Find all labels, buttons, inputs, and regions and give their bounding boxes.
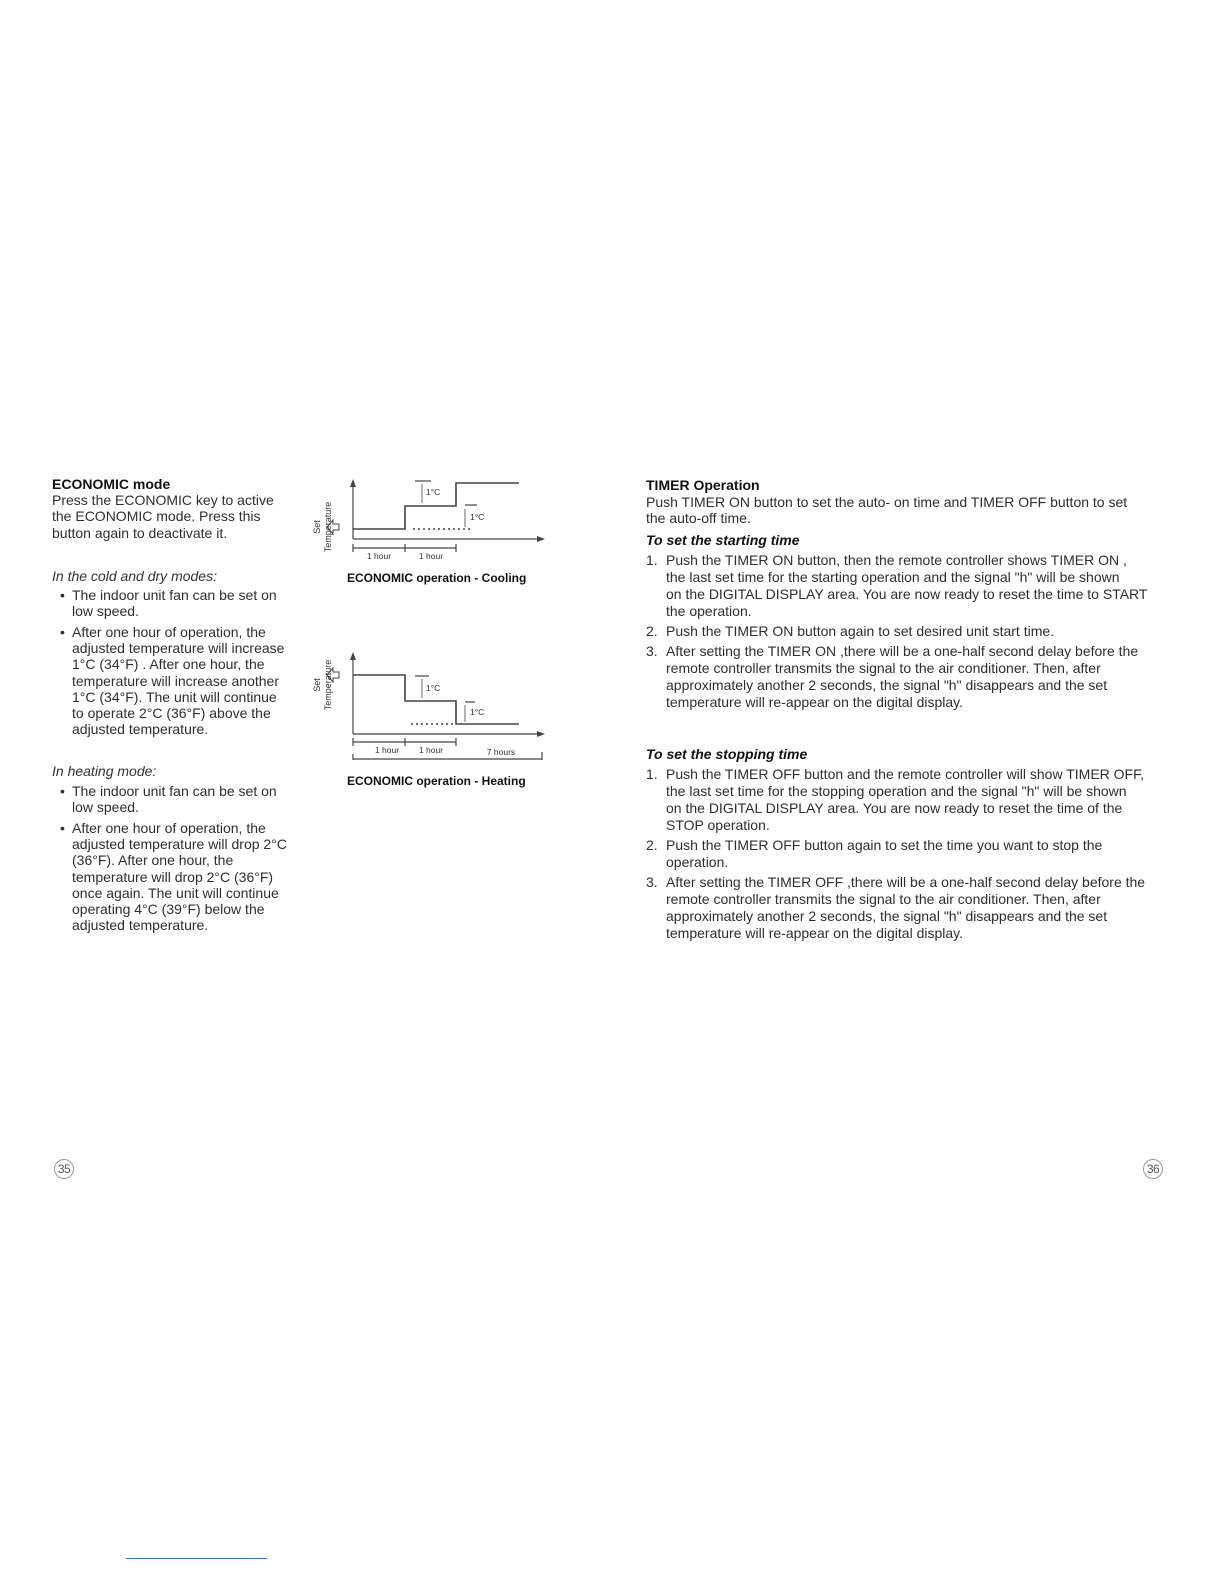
text-line: the last set time for the starting operation and the signal "h" will be shown (666, 569, 1120, 585)
text-line: operation. (666, 854, 729, 870)
text-line: Press the ECONOMIC key to active (52, 492, 274, 508)
economic-mode-title: ECONOMIC mode (52, 476, 171, 492)
economic-cooling-diagram (305, 475, 555, 565)
text-line: approximately another 2 seconds, the signal "h" disappears and the set (666, 908, 1108, 924)
text-line: temperature will re-appear on the digital display. (666, 925, 964, 941)
page-number-left: 35 (54, 1159, 74, 1179)
text-line: Push the TIMER OFF button and the remote controller will show TIMER OFF, (666, 766, 1144, 782)
bullet-dot: • (60, 624, 65, 640)
time-label: 1 hour (418, 745, 444, 755)
text-line: Push the TIMER OFF button again to set the time you want to stop the (666, 837, 1103, 853)
text-line: low speed. (72, 799, 139, 816)
step-number: 1. (646, 552, 658, 568)
step-number: 3. (646, 874, 658, 890)
axis-label-set: Set (312, 678, 322, 692)
cold-dry-bullet-2 (60, 624, 285, 738)
stop-time-heading: To set the stopping time (646, 746, 808, 762)
heating-bullet-1 (60, 783, 277, 816)
text-line: The indoor unit fan can be set on (72, 783, 277, 799)
stop-step-2 (646, 837, 1103, 871)
text-line: the ECONOMIC mode. Press this (52, 508, 261, 525)
time-label: 1 hour (418, 551, 444, 561)
text-line: 1°C (34°F). The unit will continue (72, 688, 277, 705)
step-label: 1°C (426, 683, 441, 693)
x-axis-arrow (537, 536, 545, 542)
step-label: 1°C (470, 707, 485, 717)
heating-bullet-2 (60, 820, 287, 934)
text-line: temperature will increase another (72, 672, 279, 689)
step-number: 2. (646, 837, 658, 853)
text-line: (36°F). After one hour, the (72, 852, 234, 869)
text-line: remote controller transmits the signal to the air conditioner. Then, after (666, 891, 1101, 907)
text-line: adjusted temperature. (72, 721, 209, 738)
step-label: 1°C (470, 512, 485, 522)
start-step-2 (646, 623, 1055, 640)
page-number-right: 36 (1143, 1159, 1163, 1179)
step-number: 3. (646, 643, 658, 659)
bullet-dot: • (60, 587, 65, 603)
bullet-dot: • (60, 783, 65, 799)
heating-caption: ECONOMIC operation - Heating (347, 774, 526, 788)
stop-step-3 (646, 874, 1146, 942)
text-line: adjusted temperature. (72, 917, 209, 934)
text-line: the auto-off time. (646, 510, 751, 527)
heating-heading: In heating mode: (52, 763, 157, 779)
text-line: operating 4°C (39°F) below the (72, 901, 265, 918)
cooling-caption: ECONOMIC operation - Cooling (347, 571, 527, 585)
text-line: adjusted temperature will drop 2°C (72, 836, 287, 853)
axis-label-set: Set (312, 520, 322, 534)
axis-label-temperature: Temperature (323, 659, 333, 711)
text-line: on the DIGITAL DISPLAY area. You are now ready to reset the time of the (666, 800, 1123, 816)
text-line: Push TIMER ON button to set the auto- on time and TIMER OFF button to set (646, 494, 1128, 510)
text-line: low speed. (72, 603, 139, 620)
text-line: 1°C (34°F) . After one hour, the (72, 656, 265, 673)
bullet-dot: • (60, 820, 65, 836)
step-number: 1. (646, 766, 658, 782)
economic-heating-diagram (305, 648, 555, 760)
x-axis-arrow (537, 731, 545, 737)
time-label: 1 hour (366, 551, 392, 561)
bottom-link-underline (126, 1558, 267, 1559)
text-line: to operate 2°C (36°F) above the (72, 705, 271, 722)
timer-operation-title: TIMER Operation (646, 477, 760, 493)
start-step-3 (646, 643, 1139, 711)
step-label: 1°C (426, 487, 441, 497)
text-line: After one hour of operation, the (72, 624, 266, 640)
time-label: 7 hours (486, 747, 516, 757)
start-step-1 (646, 552, 1148, 620)
text-line: After setting the TIMER OFF ,there will be a one-half second delay before the (666, 874, 1146, 890)
text-line: temperature will drop 2°C (36°F) (72, 868, 274, 885)
text-line: once again. The unit will continue (72, 884, 279, 901)
text-line: remote controller transmits the signal to the air conditioner. Then, after (666, 660, 1101, 676)
text-line: Push the TIMER ON button again to set desired unit start time. (666, 623, 1055, 639)
y-axis-arrow (350, 479, 356, 487)
text-line: The indoor unit fan can be set on (72, 587, 277, 603)
text-line: adjusted temperature will increase (72, 640, 285, 657)
stop-step-1 (646, 766, 1144, 834)
text-line: temperature will re-appear on the digital display. (666, 694, 964, 710)
start-time-heading: To set the starting time (646, 532, 800, 548)
economic-intro (52, 492, 274, 541)
y-axis-arrow (350, 652, 356, 660)
text-line: the last set time for the stopping operation and the signal "h" will be shown (666, 783, 1127, 799)
time-label: 1 hour (374, 745, 400, 755)
text-line: button again to deactivate it. (52, 524, 228, 541)
text-line: Push the TIMER ON button, then the remote controller shows TIMER ON , (666, 552, 1127, 568)
cold-dry-heading: In the cold and dry modes: (52, 568, 217, 584)
timer-intro (646, 494, 1127, 527)
text-line: After one hour of operation, the (72, 820, 266, 836)
cold-dry-bullet-1 (60, 587, 277, 620)
text-line: After setting the TIMER ON ,there will be a one-half second delay before the (666, 643, 1139, 659)
text-line: STOP operation. (666, 817, 770, 833)
text-line: on the DIGITAL DISPLAY area. You are now ready to reset the time to START (666, 586, 1148, 602)
axis-label-temperature: Temperature (323, 501, 333, 553)
text-line: approximately another 2 seconds, the signal "h" disappears and the set (666, 677, 1108, 693)
text-line: the operation. (666, 603, 752, 619)
step-number: 2. (646, 623, 658, 639)
